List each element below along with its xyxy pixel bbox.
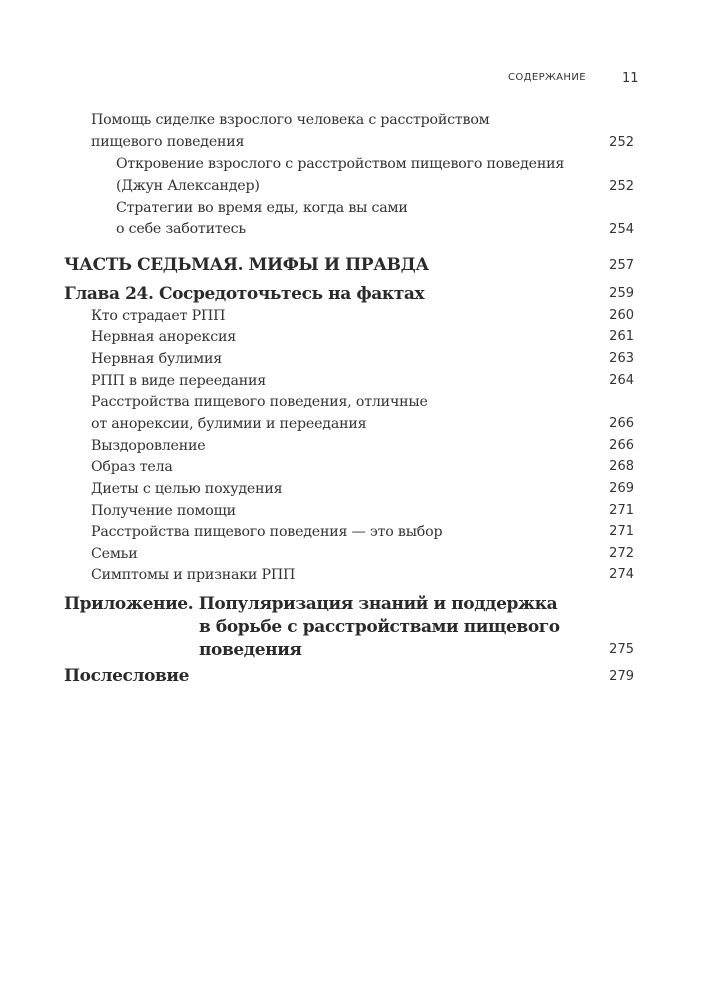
toc-entry-title: Получение помощи (91, 503, 236, 519)
toc-chapter-title: Глава 24. Сосредоточьтесь на фактах (64, 284, 425, 304)
toc-page-number: 257 (609, 258, 634, 273)
toc-appendix-line: Приложение. Популяризация знаний и поддержка (64, 594, 558, 614)
toc-page-number: 272 (609, 546, 634, 561)
toc-part-title: ЧАСТЬ СЕДЬМАЯ. МИФЫ И ПРАВДА (64, 255, 429, 275)
toc-entry-title: Диеты с целью похудения (91, 481, 283, 497)
toc-page-number: 252 (609, 179, 634, 194)
toc-page-number: 260 (609, 308, 634, 323)
toc-page-number: 259 (609, 286, 634, 301)
toc-entry-title: Выздоровление (91, 438, 206, 454)
page-number: 11 (622, 71, 639, 86)
toc-page-number: 274 (609, 567, 634, 582)
toc-entry-line: (Джун Александер) (116, 178, 260, 194)
toc-page-number: 279 (609, 669, 634, 684)
toc-entry-line: Стратегии во время еды, когда вы сами (116, 200, 408, 216)
toc-entry-title: Семьи (91, 546, 138, 562)
toc-page-number: 275 (609, 642, 634, 657)
toc-page-number: 254 (609, 222, 634, 237)
toc-entry-line: Откровение взрослого с расстройством пищевого поведения (116, 156, 565, 172)
toc-appendix-line: поведения (199, 640, 302, 660)
toc-entry-title: Расстройства пищевого поведения — это выбор (91, 524, 443, 540)
toc-entry-title: Симптомы и признаки РПП (91, 567, 296, 583)
toc-entry-title: Кто страдает РПП (91, 308, 226, 324)
toc-entry-line: пищевого поведения (91, 134, 245, 150)
toc-page-number: 263 (609, 351, 634, 366)
toc-entry-title: Нервная булимия (91, 351, 223, 367)
toc-entry-title: РПП в виде переедания (91, 373, 266, 389)
toc-appendix-line: в борьбе с расстройствами пищевого (199, 617, 560, 637)
toc-page-number: 268 (609, 459, 634, 474)
toc-afterword-title: Послесловие (64, 666, 190, 686)
toc-entry-line: Помощь сиделке взрослого человека с расстройством (91, 112, 490, 128)
toc-page-number: 269 (609, 481, 634, 496)
toc-entry-title: Образ тела (91, 459, 173, 475)
toc-page-number: 261 (609, 329, 634, 344)
toc-page-number: 264 (609, 373, 634, 388)
running-title: СОДЕРЖАНИЕ (508, 72, 586, 83)
toc-page-number: 266 (609, 438, 634, 453)
toc-entry-line: о себе заботитесь (116, 221, 246, 237)
toc-page-number: 271 (609, 524, 634, 539)
toc-entry-title: Нервная анорексия (91, 329, 236, 345)
toc-entry-line: Расстройства пищевого поведения, отличные (91, 394, 428, 410)
toc-entry-line: от анорексии, булимии и переедания (91, 416, 367, 432)
toc-page-number: 252 (609, 135, 634, 150)
toc-page-number: 271 (609, 503, 634, 518)
toc-page-number: 266 (609, 416, 634, 431)
